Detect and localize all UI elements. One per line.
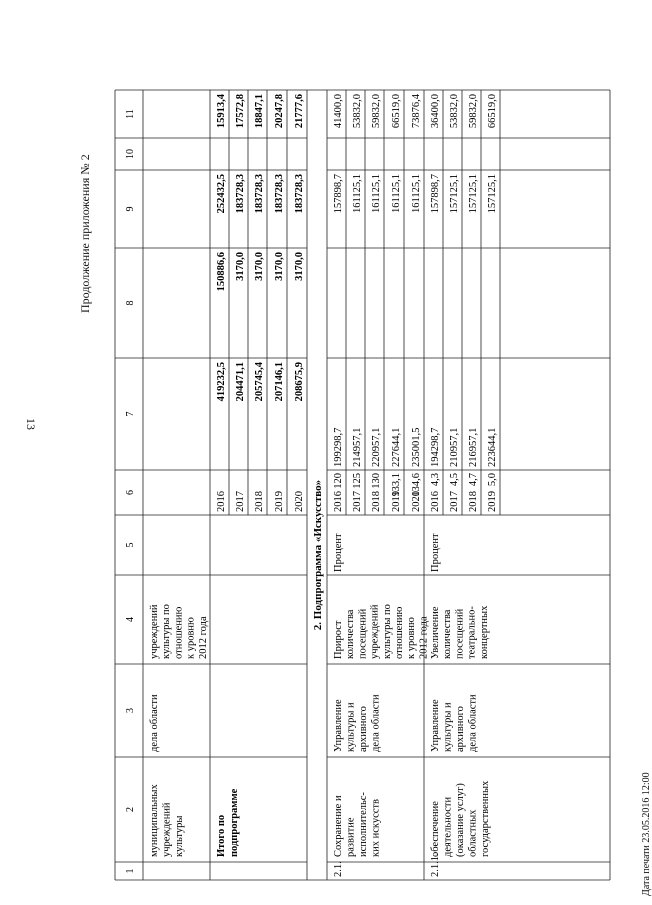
- year-cell: 2018: [254, 491, 265, 512]
- total-label: Итого по: [216, 814, 227, 857]
- cell-name: муниципальных: [149, 784, 160, 857]
- item-2-1-1-indicator: количества: [442, 609, 454, 659]
- value-cell: 133,1: [391, 473, 402, 497]
- column-header-6: 6: [125, 490, 136, 495]
- regional-cell: 157125,1: [487, 174, 498, 214]
- year-cell: 2018: [468, 491, 479, 512]
- item-2-1-unit: Процент: [333, 533, 344, 572]
- other-cell: 17572,8: [235, 94, 246, 129]
- cell-executor: дела области: [149, 694, 160, 752]
- regional-cell: 161125,1: [391, 174, 402, 213]
- item-2-1-name: ких искусств: [370, 799, 382, 857]
- column-header-2: 2: [125, 807, 136, 812]
- item-2-1-1-executor: Управление: [430, 699, 441, 752]
- regional-cell: 161125,1: [411, 174, 422, 213]
- item-2-1-indicator: учреждений: [369, 604, 381, 659]
- item-2-1-indicator: количества: [345, 609, 357, 659]
- item-2-1-1-indicator: театрально-: [466, 606, 478, 659]
- item-2-1-indicator: к уровню: [406, 617, 418, 659]
- item-2-1-indicator: отношению: [394, 606, 405, 659]
- item-2-1-1-name: обеспечение: [430, 801, 441, 857]
- item-2-1-1-unit: Процент: [430, 533, 441, 572]
- cell-name: учреждений: [161, 802, 173, 857]
- value-cell: 130: [371, 473, 382, 489]
- total-cell: 204471,1: [235, 362, 246, 402]
- regional-cell: 157898,7: [430, 174, 441, 214]
- cell-name: культуры: [174, 815, 185, 857]
- other-cell: 59832,0: [468, 94, 479, 129]
- total-cell: 216957,1: [468, 427, 479, 467]
- other-cell: 66519,0: [391, 94, 402, 129]
- year-cell: 2016: [430, 491, 441, 512]
- value-cell: 4,5: [449, 473, 460, 487]
- total-cell: 220957,1: [371, 427, 382, 467]
- page-number: 13: [24, 418, 38, 430]
- other-cell: 21777,6: [294, 94, 305, 129]
- other-cell: 18847,1: [254, 94, 265, 129]
- total-cell: 210957,1: [449, 427, 460, 467]
- year-cell: 2017: [449, 491, 460, 512]
- cell-indicator: учреждений: [149, 604, 160, 659]
- cell-indicator: к уровню: [185, 617, 197, 659]
- other-cell: 53832,0: [449, 94, 460, 129]
- regional-cell: 157898,7: [333, 174, 344, 214]
- item-2-1-1-name: (оказание услуг): [455, 783, 466, 857]
- print-date: Дата печати 23.05.2016 12:00: [641, 772, 652, 896]
- other-cell: 73876,4: [411, 94, 422, 129]
- other-cell: 20247,8: [274, 94, 285, 129]
- cell-indicator: культуры по: [161, 604, 173, 659]
- year-cell: 2017: [352, 491, 363, 512]
- year-cell: 2019: [391, 491, 402, 512]
- cell-indicator: отношению: [173, 606, 185, 659]
- column-header-1: 1: [125, 868, 136, 874]
- total-cell: 199298,7: [333, 427, 344, 467]
- appendix-note: Продолжение приложения № 2: [78, 154, 92, 313]
- column-header-11: 11: [125, 109, 136, 119]
- regional-cell: 161125,1: [371, 174, 382, 213]
- total-cell: 223644,1: [487, 427, 498, 467]
- other-cell: 36400,0: [430, 94, 441, 129]
- item-2-1-1-indicator: Увеличение: [430, 606, 441, 659]
- item-2-1-1-executor: дела области: [467, 694, 479, 752]
- regional-cell: 183728,3: [294, 174, 305, 214]
- regional-cell: 157125,1: [468, 174, 479, 214]
- total-label: подпрограмме: [229, 788, 240, 857]
- regional-cell: 183728,3: [254, 174, 265, 214]
- total-cell: 208675,9: [294, 362, 305, 402]
- federal-cell: 3170,0: [274, 252, 285, 281]
- year-cell: 2019: [487, 491, 498, 512]
- item-2-1-name: развитие: [345, 817, 357, 857]
- value-cell: 4,3: [430, 473, 441, 487]
- year-cell: 2020: [411, 491, 422, 512]
- other-cell: 59832,0: [371, 94, 382, 129]
- column-header-8: 8: [125, 300, 136, 306]
- value-cell: 120: [333, 473, 344, 489]
- item-2-1-executor: дела области: [370, 694, 382, 752]
- total-cell: 214957,1: [352, 427, 363, 467]
- item-2-1-name: исполнительс-: [358, 792, 369, 857]
- item-2-1-number: 2.1.: [333, 861, 344, 877]
- column-header-4: 4: [125, 617, 136, 622]
- value-cell: 134,6: [411, 473, 422, 497]
- year-cell: 2016: [216, 491, 227, 512]
- item-2-1-1-executor: архивного: [455, 706, 466, 752]
- regional-cell: 157125,1: [449, 174, 460, 214]
- year-cell: 2016: [333, 491, 344, 512]
- item-2-1-1-name: деятельности: [442, 796, 454, 857]
- item-2-1-name: Сохранение и: [333, 795, 344, 857]
- other-cell: 53832,0: [352, 94, 363, 129]
- item-2-1-1-name: государственных: [480, 780, 491, 857]
- item-2-1-indicator: 2012 года: [418, 616, 430, 659]
- column-header-7: 7: [125, 411, 136, 417]
- regional-cell: 183728,3: [274, 174, 285, 214]
- year-cell: 2017: [235, 491, 246, 512]
- column-header-10: 10: [125, 149, 136, 159]
- federal-cell: 150886,6: [216, 252, 227, 292]
- item-2-1-indicator: культуры по: [381, 604, 393, 659]
- federal-cell: 3170,0: [235, 252, 246, 281]
- value-cell: 125: [352, 473, 363, 489]
- item-2-1-1-executor: культуры и: [442, 702, 454, 752]
- column-header-3: 3: [125, 708, 136, 713]
- year-cell: 2018: [371, 491, 382, 512]
- item-2-1-1-number: 2.1.1.: [430, 853, 441, 877]
- other-cell: 66519,0: [487, 94, 498, 129]
- item-2-1-indicator: Прирост: [333, 620, 344, 659]
- other-cell: 15913,4: [216, 94, 227, 129]
- total-cell: 227644,1: [391, 427, 402, 467]
- regional-cell: 161125,1: [352, 174, 363, 213]
- column-header-5: 5: [125, 542, 136, 548]
- rotated-table: [115, 90, 610, 880]
- item-2-1-1-indicator: концертных: [478, 605, 490, 659]
- item-2-1-1-name: областных: [467, 809, 479, 857]
- cell-indicator: 2012 года: [197, 616, 209, 659]
- item-2-1-indicator: посещений: [357, 608, 369, 659]
- item-2-1-executor: архивного: [358, 706, 369, 752]
- total-cell: 207146,1: [274, 362, 285, 402]
- federal-cell: 3170,0: [294, 252, 305, 281]
- federal-cell: 3170,0: [254, 252, 265, 281]
- year-cell: 2019: [274, 491, 285, 512]
- value-cell: 5,0: [487, 473, 498, 487]
- regional-cell: 183728,3: [235, 174, 246, 214]
- section-title: 2. Подпрограмма «Искусство»: [312, 479, 324, 631]
- total-cell: 194298,7: [430, 427, 441, 467]
- column-header-9: 9: [125, 206, 136, 212]
- other-cell: 41400,0: [333, 94, 344, 129]
- item-2-1-1-indicator: посещений: [454, 608, 466, 659]
- regional-cell: 252432,5: [216, 174, 227, 214]
- item-2-1-executor: Управление: [333, 699, 344, 752]
- item-2-1-executor: культуры и: [345, 702, 357, 752]
- total-cell: 205745,4: [254, 362, 265, 402]
- total-cell: 419232,5: [216, 362, 227, 402]
- total-cell: 235001,5: [411, 427, 422, 467]
- year-cell: 2020: [294, 491, 305, 512]
- value-cell: 4,7: [468, 473, 479, 487]
